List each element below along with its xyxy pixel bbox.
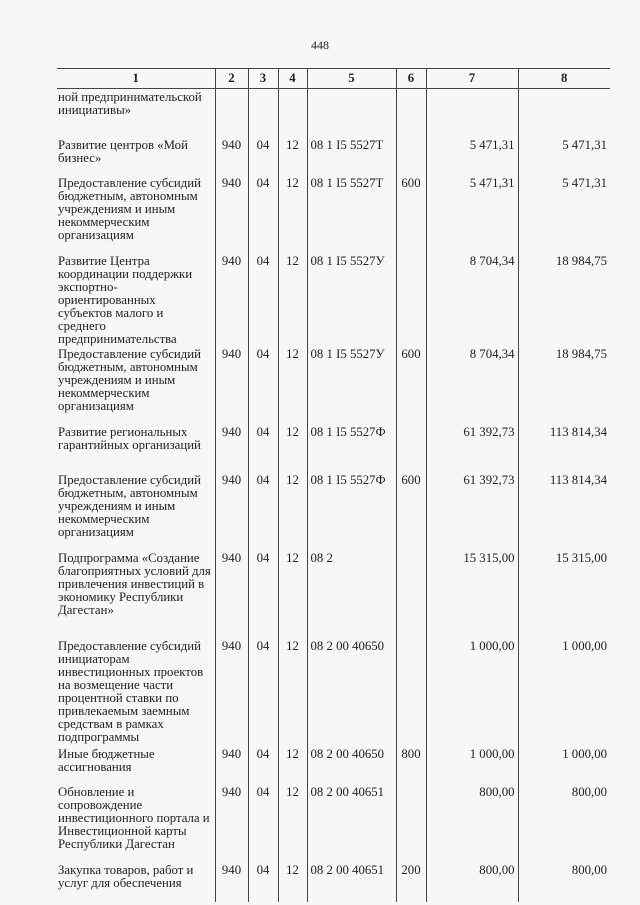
cell-expense-type bbox=[396, 137, 426, 175]
table-row bbox=[57, 89, 610, 137]
row-name: ной предпринимательской инициативы» bbox=[58, 90, 202, 117]
row-name: Закупка товаров, работ и услуг для обеспечения bbox=[58, 862, 194, 890]
header-cell: 8 bbox=[518, 69, 610, 89]
table-row bbox=[57, 137, 610, 175]
row-name: Предоставление субсидий инициаторам инвестиционных проектов на возмещение части процентной ставки по привлекаемым заемным средствам в рамках подпрограммы bbox=[58, 638, 204, 744]
row-name: Предоставление субсидий бюджетным, автономным учреждениям и иным некоммерческим организациям bbox=[58, 472, 201, 539]
header-cell: 2 bbox=[215, 69, 248, 89]
header-cell: 7 bbox=[426, 69, 518, 89]
cell-section: 04 bbox=[248, 253, 278, 346]
cell-target-code: 08 2 00 40651 bbox=[307, 784, 396, 862]
row-name: Предоставление субсидий бюджетным, автономным учреждениям и иным некоммерческим организациям bbox=[58, 175, 201, 242]
cell-subsection: 12 bbox=[278, 638, 307, 746]
cell-section: 04 bbox=[248, 746, 278, 784]
cell-amount-2: 800,00 bbox=[518, 862, 610, 902]
cell-amount-1: 5 471,31 bbox=[426, 137, 518, 175]
cell-subsection: 12 bbox=[278, 472, 307, 550]
cell-amount-1: 15 315,00 bbox=[426, 550, 518, 638]
cell-amount-1: 1 000,00 bbox=[426, 746, 518, 784]
cell-section: 04 bbox=[248, 175, 278, 253]
cell-target-code: 08 1 I5 5527У bbox=[307, 253, 396, 346]
cell-amount-2: 1 000,00 bbox=[518, 638, 610, 746]
cell-section: 04 bbox=[248, 472, 278, 550]
cell-admin-code: 940 bbox=[215, 424, 248, 472]
cell-section: 04 bbox=[248, 784, 278, 862]
cell-amount-2: 800,00 bbox=[518, 784, 610, 862]
cell-expense-type bbox=[396, 89, 426, 137]
cell-admin-code: 940 bbox=[215, 746, 248, 784]
cell-section: 04 bbox=[248, 137, 278, 175]
cell-amount-1 bbox=[426, 89, 518, 137]
cell-section: 04 bbox=[248, 424, 278, 472]
cell-admin-code: 940 bbox=[215, 253, 248, 346]
cell-admin-code: 940 bbox=[215, 472, 248, 550]
cell-admin-code: 940 bbox=[215, 550, 248, 638]
cell-expense-type: 600 bbox=[396, 472, 426, 550]
row-name: Развитие Центра координации поддержки экспортно-ориентированных субъектов малого и среднего предпринимательства bbox=[58, 253, 193, 346]
cell-target-code: 08 1 I5 5527Т bbox=[307, 137, 396, 175]
cell-subsection: 12 bbox=[278, 175, 307, 253]
cell-subsection: 12 bbox=[278, 424, 307, 472]
row-name: Обновление и сопровождение инвестиционного портала и Инвестиционной карты Республики Дагестан bbox=[58, 784, 210, 851]
page-number: 448 bbox=[311, 38, 329, 52]
cell-amount-2 bbox=[518, 89, 610, 137]
cell-target-code: 08 1 I5 5527У bbox=[307, 346, 396, 424]
table-row bbox=[57, 862, 610, 902]
cell-target-code: 08 1 I5 5527Ф bbox=[307, 424, 396, 472]
cell-subsection: 12 bbox=[278, 550, 307, 638]
table-row bbox=[57, 472, 610, 550]
cell-section bbox=[248, 89, 278, 137]
row-name: Иные бюджетные ассигнования bbox=[58, 746, 155, 774]
cell-section: 04 bbox=[248, 862, 278, 902]
cell-subsection: 12 bbox=[278, 784, 307, 862]
header-row bbox=[57, 69, 610, 89]
row-name: Развитие региональных гарантийных организаций bbox=[58, 424, 201, 452]
cell-target-code: 08 1 I5 5527Т bbox=[307, 175, 396, 253]
cell-subsection: 12 bbox=[278, 862, 307, 902]
cell-amount-1: 8 704,34 bbox=[426, 346, 518, 424]
cell-amount-1: 8 704,34 bbox=[426, 253, 518, 346]
cell-admin-code: 940 bbox=[215, 638, 248, 746]
cell-expense-type bbox=[396, 253, 426, 346]
cell-target-code: 08 2 00 40650 bbox=[307, 638, 396, 746]
header-cell: 5 bbox=[307, 69, 396, 89]
cell-target-code: 08 1 I5 5527Ф bbox=[307, 472, 396, 550]
cell-target-code: 08 2 00 40650 bbox=[307, 746, 396, 784]
table-row bbox=[57, 746, 610, 784]
header-cell: 6 bbox=[396, 69, 426, 89]
cell-subsection bbox=[278, 89, 307, 137]
cell-target-code bbox=[307, 89, 396, 137]
cell-target-code: 08 2 00 40651 bbox=[307, 862, 396, 902]
row-name: Подпрограмма «Создание благоприятных условий для привлечения инвестиций в экономику Республики Дагестан» bbox=[58, 550, 211, 617]
table-row bbox=[57, 784, 610, 862]
cell-expense-type bbox=[396, 784, 426, 862]
cell-amount-1: 61 392,73 bbox=[426, 472, 518, 550]
table-row bbox=[57, 550, 610, 638]
table-row bbox=[57, 424, 610, 472]
cell-expense-type: 600 bbox=[396, 346, 426, 424]
table-row bbox=[57, 346, 610, 424]
cell-amount-1: 61 392,73 bbox=[426, 424, 518, 472]
cell-amount-2: 5 471,31 bbox=[518, 175, 610, 253]
cell-amount-1: 5 471,31 bbox=[426, 175, 518, 253]
cell-amount-1: 800,00 bbox=[426, 784, 518, 862]
cell-amount-2: 1 000,00 bbox=[518, 746, 610, 784]
budget-table bbox=[57, 68, 610, 902]
cell-admin-code: 940 bbox=[215, 346, 248, 424]
cell-subsection: 12 bbox=[278, 253, 307, 346]
cell-admin-code: 940 bbox=[215, 137, 248, 175]
cell-section: 04 bbox=[248, 550, 278, 638]
cell-expense-type bbox=[396, 424, 426, 472]
table-row bbox=[57, 175, 610, 253]
cell-admin-code: 940 bbox=[215, 784, 248, 862]
cell-admin-code: 940 bbox=[215, 175, 248, 253]
cell-amount-2: 15 315,00 bbox=[518, 550, 610, 638]
cell-admin-code: 940 bbox=[215, 862, 248, 902]
cell-expense-type: 200 bbox=[396, 862, 426, 902]
cell-subsection: 12 bbox=[278, 346, 307, 424]
header-cell: 4 bbox=[278, 69, 307, 89]
cell-subsection: 12 bbox=[278, 746, 307, 784]
header-cell: 3 bbox=[248, 69, 278, 89]
cell-section: 04 bbox=[248, 638, 278, 746]
cell-expense-type bbox=[396, 550, 426, 638]
row-name: Развитие центров «Мой бизнес» bbox=[58, 137, 188, 165]
table-row bbox=[57, 253, 610, 346]
table-row bbox=[57, 638, 610, 746]
cell-subsection: 12 bbox=[278, 137, 307, 175]
header-cell: 1 bbox=[57, 69, 215, 89]
cell-section: 04 bbox=[248, 346, 278, 424]
cell-admin-code bbox=[215, 89, 248, 137]
cell-expense-type bbox=[396, 638, 426, 746]
cell-amount-2: 113 814,34 bbox=[518, 472, 610, 550]
row-name: Предоставление субсидий бюджетным, автономным учреждениям и иным некоммерческим организациям bbox=[58, 346, 201, 413]
cell-amount-1: 1 000,00 bbox=[426, 638, 518, 746]
cell-expense-type: 800 bbox=[396, 746, 426, 784]
cell-amount-2: 18 984,75 bbox=[518, 253, 610, 346]
cell-target-code: 08 2 bbox=[307, 550, 396, 638]
cell-amount-2: 18 984,75 bbox=[518, 346, 610, 424]
cell-amount-2: 113 814,34 bbox=[518, 424, 610, 472]
cell-amount-2: 5 471,31 bbox=[518, 137, 610, 175]
cell-amount-1: 800,00 bbox=[426, 862, 518, 902]
cell-expense-type: 600 bbox=[396, 175, 426, 253]
